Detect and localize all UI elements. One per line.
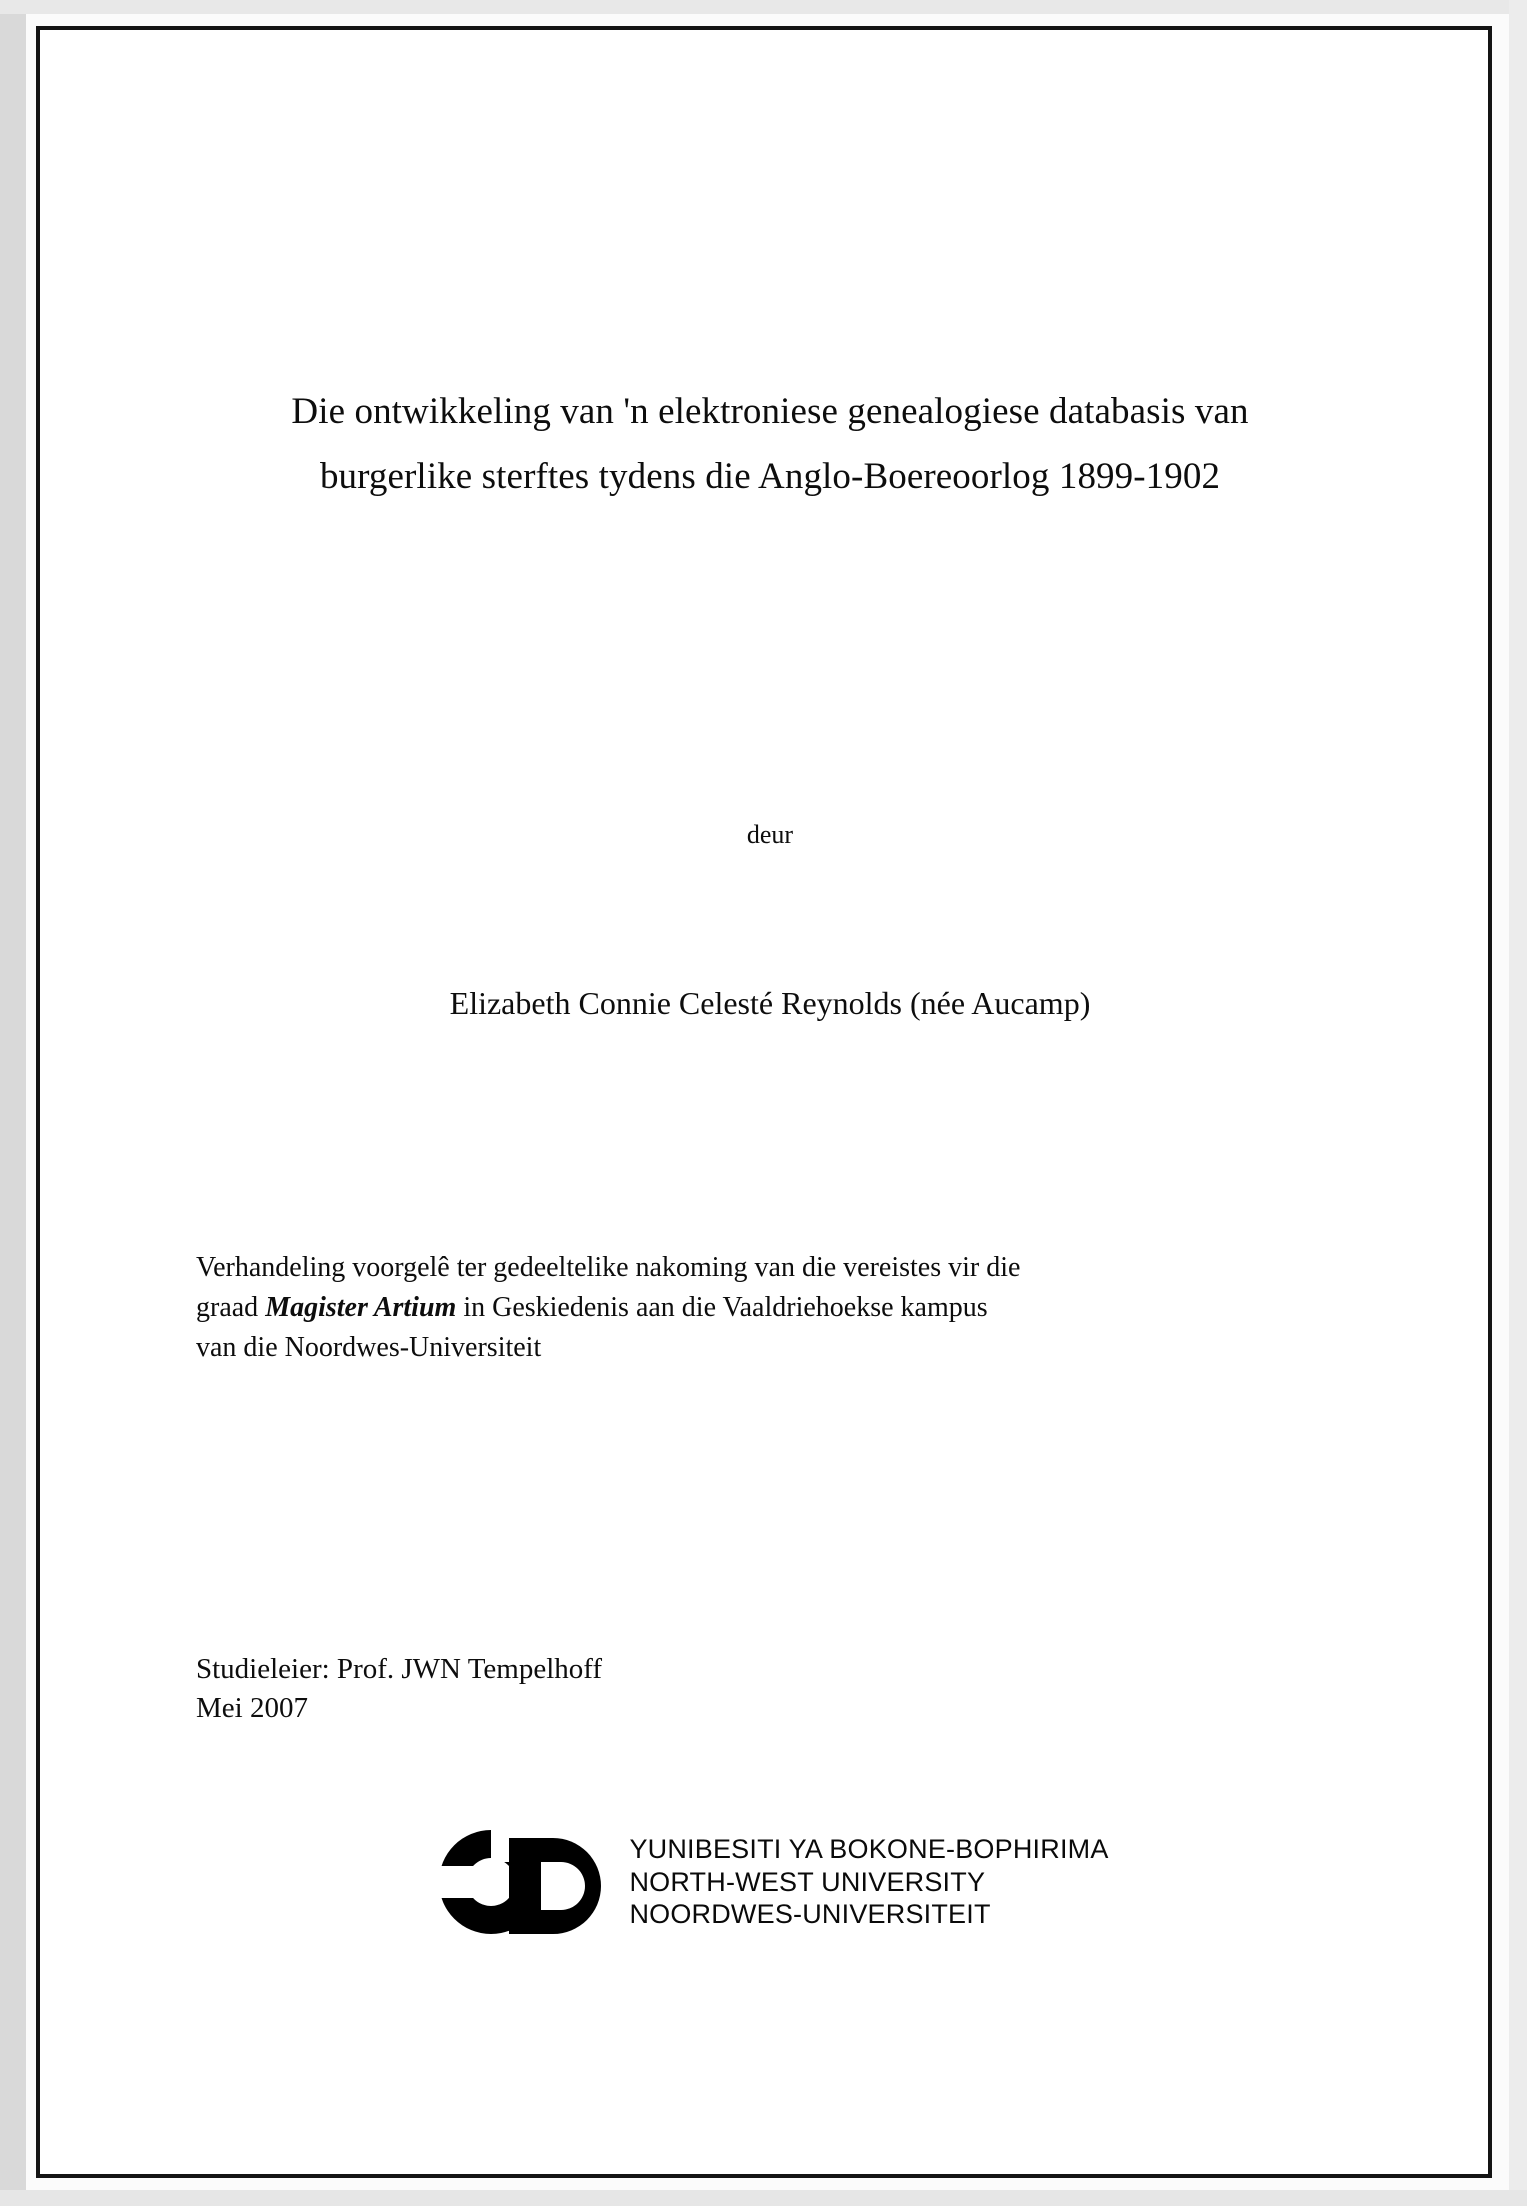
author-name: Elizabeth Connie Celesté Reynolds (née Aucamp) xyxy=(449,985,1091,1021)
submission-line-2-before: graad xyxy=(196,1291,266,1323)
logo-text-line-1: YUNIBESITI YA BOKONE-BOPHIRIMA xyxy=(629,1834,1109,1865)
supervisor-name: Studieleier: Prof. JWN Tempelhoff xyxy=(196,1653,603,1685)
submission-line-2 xyxy=(196,1288,1344,1328)
degree-name: Magister Artium xyxy=(265,1291,457,1323)
logo-text-line-2: NORTH-WEST UNIVERSITY xyxy=(629,1866,986,1897)
title-line-2: burgerlike sterftes tydens die Anglo-Boereoorlog 1899-1902 xyxy=(319,455,1221,497)
page-edge-right xyxy=(1509,0,1527,2206)
page-edge-bottom xyxy=(0,2190,1527,2206)
submission-statement xyxy=(196,1248,1344,1367)
by-label: deur xyxy=(746,820,794,849)
submission-date: Mei 2007 xyxy=(196,1691,308,1724)
university-logo xyxy=(190,1820,1350,1944)
submission-line-2-after: in Geskiedenis aan die Vaaldriehoekse kampus xyxy=(456,1291,988,1323)
title-line-1: Die ontwikkeling van 'n elektroniese genealogiese databasis van xyxy=(291,391,1249,432)
page-edge-left xyxy=(0,0,26,2206)
university-logo-text xyxy=(629,1833,1108,1931)
page-title xyxy=(190,380,1350,510)
nwu-monogram-icon xyxy=(431,1820,619,1944)
supervisor-block xyxy=(196,1650,1196,1728)
submission-line-3: van die Noordwes-Universiteit xyxy=(196,1331,542,1363)
submission-line-1: Verhandeling voorgelê ter gedeeltelike nakoming van die vereistes vir die xyxy=(196,1252,1021,1283)
logo-text-line-3: NOORDWES-UNIVERSITEIT xyxy=(629,1899,991,1930)
document-border-frame xyxy=(36,26,1492,2178)
page-edge-top xyxy=(0,0,1527,14)
title-page-content xyxy=(190,30,1350,2174)
